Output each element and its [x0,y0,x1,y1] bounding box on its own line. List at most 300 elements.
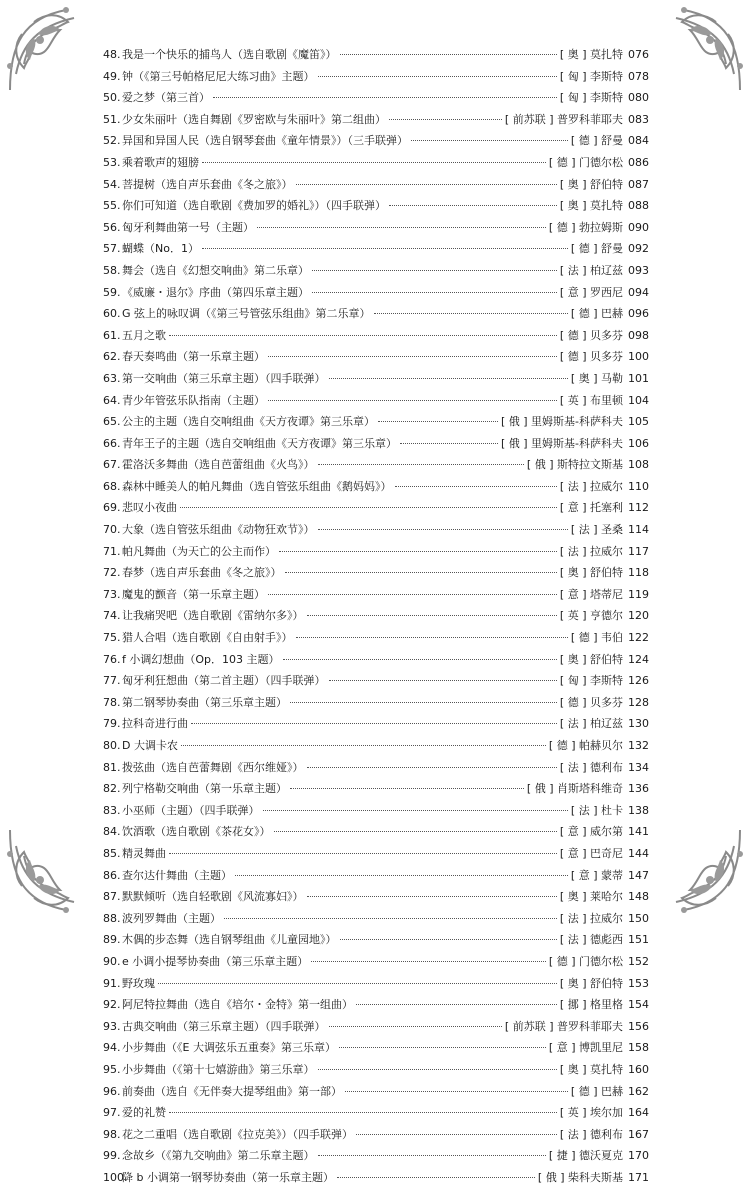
entry-number: 97. [103,1106,121,1120]
entry-title: 拨弦曲（选自芭蕾舞剧《西尔维娅》） [122,760,304,774]
dot-leader [318,1155,546,1156]
toc-entry [103,303,649,325]
toc-entry [103,562,649,584]
entry-page-number: 154 [628,998,649,1012]
entry-title: 前奏曲（选自《无伴奏大提琴组曲》第一部） [122,1084,342,1098]
entry-number: 52. [103,134,121,148]
entry-number: 98. [103,1127,121,1141]
toc-entry [103,66,649,88]
entry-composer: [ 前苏联 ] 普罗科菲耶夫 [504,1019,623,1033]
entry-title: e 小调小提琴协奏曲（第三乐章主题） [122,954,309,968]
entry-title: 爱的礼赞 [122,1106,166,1120]
dot-leader [235,875,568,876]
dot-leader [257,227,546,228]
entry-composer: [ 奥 ] 舒伯特 [559,566,623,580]
entry-title: 爱之梦（第三首） [122,91,210,105]
toc-entry [103,238,649,260]
dot-leader [263,810,568,811]
dot-leader [181,745,546,746]
entry-title: 森林中睡美人的帕凡舞曲（选自管弦乐组曲《鹅妈妈》） [122,479,392,493]
entry-number: 68. [103,479,121,493]
entry-page-number: 084 [628,134,649,148]
entry-title: 钟（《第三号帕格尼尼大练习曲》主题） [122,69,315,83]
entry-title: 悲叹小夜曲 [122,501,177,515]
toc-entry [103,476,649,498]
entry-title: 帕凡舞曲（为天亡的公主而作） [122,544,276,558]
entry-number: 81. [103,760,121,774]
entry-number: 80. [103,739,121,752]
dot-leader [268,356,557,357]
entry-page-number: 108 [628,458,649,472]
entry-number: 91. [103,976,121,990]
dot-leader [337,1177,535,1178]
entry-page-number: 124 [628,652,649,666]
entry-number: 87. [103,890,121,904]
table-of-contents [103,44,649,1188]
toc-entry [103,1167,649,1188]
entry-composer: [ 法 ] 杜卡 [570,803,623,817]
entry-composer: [ 法 ] 德利布 [559,1127,623,1141]
entry-title: 查尔达什舞曲（主题） [122,868,232,882]
entry-number: 65. [103,415,121,429]
entry-number: 93. [103,1019,121,1033]
entry-page-number: 094 [628,285,649,299]
entry-title: 古典交响曲（第三乐章主题）（四手联弹） [122,1019,326,1033]
dot-leader [202,248,568,249]
entry-number: 88. [103,911,121,925]
entry-number: 86. [103,868,121,882]
entry-number: 48. [103,48,121,61]
entry-page-number: 092 [628,242,649,256]
toc-entry [103,908,649,930]
entry-composer: [ 俄 ] 里姆斯基-科萨科夫 [500,436,623,450]
entry-page-number: 150 [628,911,649,925]
dot-leader [283,659,557,660]
entry-number: 76. [103,652,121,666]
entry-composer: [ 俄 ] 里姆斯基-科萨科夫 [500,415,623,429]
entry-number: 94. [103,1041,121,1055]
toc-entry [103,433,649,455]
entry-page-number: 101 [628,371,649,385]
entry-page-number: 090 [628,220,649,234]
entry-page-number: 100 [628,350,649,364]
entry-page-number: 076 [628,48,649,61]
entry-composer: [ 德 ] 贝多芬 [559,328,623,342]
entry-title: 小步舞曲（《E 大调弦乐五重奏》第三乐章） [122,1041,336,1055]
entry-page-number: 148 [628,890,649,904]
entry-composer: [ 法 ] 拉威尔 [559,544,623,558]
entry-composer: [ 意 ] 塔蒂尼 [559,587,623,601]
entry-number: 100. [103,1170,128,1184]
floral-corner-ornament-icon [654,824,746,916]
toc-entry [103,195,649,217]
entry-number: 95. [103,1062,121,1076]
entry-composer: [ 意 ] 托塞利 [559,501,623,515]
entry-page-number: 164 [628,1106,649,1120]
entry-title: 公主的主题（选自交响组曲《天方夜谭》第三乐章） [122,415,375,429]
dot-leader [318,1069,557,1070]
dot-leader [296,184,557,185]
entry-composer: [ 德 ] 门德尔松 [548,954,623,968]
entry-title: 少女朱丽叶（选自舞剧《罗密欧与朱丽叶》第二组曲） [122,112,386,126]
dot-leader [224,918,557,919]
entry-page-number: 080 [628,91,649,105]
dot-leader [279,551,557,552]
toc-entry [103,584,649,606]
floral-corner-ornament-icon [654,4,746,96]
entry-title: 小步舞曲（《第十七嬉游曲》第三乐章） [122,1062,315,1076]
entry-composer: [ 意 ] 罗西尼 [559,285,623,299]
entry-page-number: 132 [628,739,649,752]
entry-page-number: 118 [628,566,649,580]
entry-number: 49. [103,69,121,83]
entry-title: 大象（选自管弦乐组曲《动物狂欢节》） [122,523,315,537]
entry-page-number: 141 [628,825,649,839]
entry-number: 57. [103,242,121,256]
toc-entry [103,1037,649,1059]
toc-entry [103,865,649,887]
dot-leader [307,896,557,897]
toc-entry [103,800,649,822]
toc-entry [103,1102,649,1124]
entry-number: 67. [103,458,121,472]
entry-page-number: 088 [628,199,649,213]
dot-leader [400,443,498,444]
dot-leader [296,637,568,638]
entry-composer: [ 法 ] 拉威尔 [559,911,623,925]
entry-page-number: 114 [628,523,649,537]
dot-leader [268,400,557,401]
entry-composer: [ 德 ] 韦伯 [570,631,623,645]
entry-title: 拉科奇进行曲 [122,717,188,731]
entry-number: 85. [103,846,121,860]
entry-number: 64. [103,393,121,407]
toc-entry [103,713,649,735]
toc-entry [103,951,649,973]
entry-title: 《威廉・退尔》序曲（第四乐章主题） [122,285,309,299]
entry-page-number: 083 [628,112,649,126]
entry-page-number: 147 [628,868,649,882]
entry-title: 匈牙利舞曲第一号（主题） [122,220,254,234]
toc-entry [103,605,649,627]
entry-title: 蝴蝶（No．1） [122,242,199,256]
entry-number: 63. [103,371,121,385]
entry-title: 野玫瑰 [122,976,155,990]
dot-leader [202,162,546,163]
entry-page-number: 096 [628,307,649,321]
toc-entry [103,692,649,714]
entry-composer: [ 匈 ] 李斯特 [559,674,623,688]
toc-entry [103,994,649,1016]
toc-entry [103,390,649,412]
entry-composer: [ 德 ] 勃拉姆斯 [548,220,623,234]
toc-entry [103,929,649,951]
entry-composer: [ 德 ] 贝多芬 [559,695,623,709]
entry-page-number: 167 [628,1127,649,1141]
toc-entry [103,1059,649,1081]
entry-title: D 大调卡农 [122,739,178,752]
entry-composer: [ 意 ] 威尔第 [559,825,623,839]
toc-entry [103,368,649,390]
entry-page-number: 117 [628,544,649,558]
entry-page-number: 120 [628,609,649,623]
dot-leader [169,1112,557,1113]
dot-leader [169,853,557,854]
toc-entry [103,821,649,843]
toc-entry [103,541,649,563]
entry-number: 90. [103,954,121,968]
dot-leader [274,831,557,832]
entry-title: 匈牙利狂想曲（第二首主题）（四手联弹） [122,674,326,688]
entry-number: 58. [103,263,121,277]
entry-composer: [ 英 ] 亨德尔 [559,609,623,623]
entry-number: 50. [103,91,121,105]
dot-leader [290,788,524,789]
entry-page-number: 158 [628,1041,649,1055]
entry-composer: [ 奥 ] 莫扎特 [559,48,623,61]
entry-title: 我是一个快乐的捕鸟人（选自歌剧《魔笛》） [122,48,337,61]
entry-page-number: 151 [628,933,649,947]
dot-leader [389,205,557,206]
entry-composer: [ 奥 ] 马勒 [570,371,623,385]
toc-entry [103,973,649,995]
entry-composer: [ 匈 ] 李斯特 [559,69,623,83]
toc-entry [103,519,649,541]
entry-page-number: 122 [628,631,649,645]
entry-composer: [ 德 ] 帕赫贝尔 [548,739,623,752]
entry-composer: [ 奥 ] 莫扎特 [559,199,623,213]
entry-number: 92. [103,998,121,1012]
dot-leader [311,961,546,962]
entry-composer: [ 德 ] 门德尔松 [548,155,623,169]
entry-title: 青年王子的主题（选自交响组曲《天方夜谭》第三乐章） [122,436,397,450]
entry-composer: [ 前苏联 ] 普罗科菲耶夫 [504,112,623,126]
entry-composer: [ 奥 ] 舒伯特 [559,177,623,191]
toc-entry [103,346,649,368]
entry-composer: [ 德 ] 巴赫 [570,307,623,321]
entry-title: 阿尼特拉舞曲（选自《培尔・金特》第一组曲） [122,998,353,1012]
entry-page-number: 170 [628,1149,649,1163]
entry-title: 菩提树（选自声乐套曲《冬之旅》） [122,177,293,191]
toc-entry [103,1081,649,1103]
entry-page-number: 112 [628,501,649,515]
entry-composer: [ 奥 ] 舒伯特 [559,976,623,990]
toc-entry [103,260,649,282]
entry-number: 60. [103,307,121,321]
entry-title: 乘着歌声的翅膀 [122,155,199,169]
dot-leader [318,529,568,530]
entry-number: 78. [103,695,121,709]
entry-number: 69. [103,501,121,515]
entry-page-number: 110 [628,479,649,493]
entry-number: 62. [103,350,121,364]
dot-leader [191,723,557,724]
dot-leader [290,702,557,703]
entry-page-number: 105 [628,415,649,429]
entry-number: 70. [103,523,121,537]
entry-composer: [ 德 ] 舒曼 [570,242,623,256]
entry-number: 82. [103,782,121,796]
dot-leader [180,507,557,508]
entry-number: 73. [103,587,121,601]
entry-title: 波列罗舞曲（主题） [122,911,221,925]
entry-title: 列宁格勒交响曲（第一乐章主题） [122,782,287,796]
toc-entry [103,152,649,174]
entry-number: 55. [103,199,121,213]
entry-page-number: 098 [628,328,649,342]
entry-composer: [ 意 ] 博凯里尼 [548,1041,623,1055]
dot-leader [268,594,557,595]
entry-composer: [ 俄 ] 肖斯塔科维奇 [526,782,623,796]
toc-entry [103,44,649,66]
entry-composer: [ 英 ] 埃尔加 [559,1106,623,1120]
entry-title: 舞会（选自《幻想交响曲》第二乐章） [122,263,309,277]
entry-composer: [ 法 ] 柏辽兹 [559,263,623,277]
entry-title: 念故乡（《第九交响曲》第二乐章主题） [122,1149,315,1163]
entry-composer: [ 意 ] 巴奇尼 [559,846,623,860]
entry-page-number: 104 [628,393,649,407]
entry-title: 你们可知道（选自歌剧《费加罗的婚礼》）（四手联弹） [122,199,386,213]
entry-number: 66. [103,436,121,450]
entry-page-number: 087 [628,177,649,191]
entry-page-number: 136 [628,782,649,796]
entry-page-number: 134 [628,760,649,774]
entry-page-number: 171 [628,1170,649,1184]
entry-page-number: 078 [628,69,649,83]
dot-leader [339,1047,546,1048]
entry-title: G 弦上的咏叹调（《第三号管弦乐组曲》第二乐章） [122,307,371,321]
dot-leader [395,486,557,487]
entry-number: 71. [103,544,121,558]
dot-leader [307,615,557,616]
dot-leader [345,1091,568,1092]
entry-number: 99. [103,1149,121,1163]
entry-composer: [ 匈 ] 李斯特 [559,91,623,105]
entry-composer: [ 奥 ] 莱哈尔 [559,890,623,904]
toc-entry [103,174,649,196]
entry-number: 96. [103,1084,121,1098]
entry-page-number: 144 [628,846,649,860]
entry-composer: [ 捷 ] 德沃夏克 [548,1149,623,1163]
entry-composer: [ 法 ] 圣桑 [570,523,623,537]
toc-entry [103,282,649,304]
entry-composer: [ 德 ] 巴赫 [570,1084,623,1098]
entry-composer: [ 法 ] 拉威尔 [559,479,623,493]
entry-composer: [ 法 ] 德彪西 [559,933,623,947]
entry-title: 魔鬼的颤音（第一乐章主题） [122,587,265,601]
toc-entry [103,778,649,800]
entry-page-number: 156 [628,1019,649,1033]
dot-leader [356,1004,557,1005]
entry-page-number: 152 [628,954,649,968]
entry-number: 74. [103,609,121,623]
entry-number: 53. [103,155,121,169]
entry-page-number: 093 [628,263,649,277]
dot-leader [329,1026,502,1027]
entry-page-number: 128 [628,695,649,709]
dot-leader [329,680,557,681]
entry-composer: [ 德 ] 舒曼 [570,134,623,148]
entry-title: 木偶的步态舞（选自钢琴组曲《儿童园地》） [122,933,337,947]
dot-leader [318,76,557,77]
entry-composer: [ 法 ] 德利布 [559,760,623,774]
dot-leader [312,292,557,293]
toc-entry [103,1145,649,1167]
toc-entry [103,1124,649,1146]
entry-number: 61. [103,328,121,342]
toc-entry [103,627,649,649]
dot-leader [378,421,498,422]
entry-title: 默默倾听（选自轻歌剧《风流寡妇》） [122,890,304,904]
entry-composer: [ 法 ] 柏辽兹 [559,717,623,731]
entry-title: 春梦（选自声乐套曲《冬之旅》） [122,566,282,580]
dot-leader [318,464,524,465]
dot-leader [389,119,502,120]
dot-leader [340,54,557,55]
entry-composer: [ 意 ] 蒙蒂 [570,868,623,882]
dot-leader [312,270,557,271]
entry-title: 让我痛哭吧（选自歌剧《雷纳尔多》） [122,609,304,623]
entry-page-number: 160 [628,1062,649,1076]
entry-page-number: 138 [628,803,649,817]
dot-leader [213,97,557,98]
dot-leader [169,335,557,336]
toc-entry [103,87,649,109]
entry-number: 56. [103,220,121,234]
entry-number: 51. [103,112,121,126]
entry-title: 降 b 小调第一钢琴协奏曲（第一乐章主题） [122,1170,334,1184]
toc-entry [103,411,649,433]
toc-entry [103,130,649,152]
entry-page-number: 153 [628,976,649,990]
toc-entry [103,325,649,347]
entry-number: 54. [103,177,121,191]
dot-leader [285,572,557,573]
entry-title: 青少年管弦乐队指南（主题） [122,393,265,407]
floral-corner-ornament-icon [4,824,96,916]
entry-composer: [ 英 ] 布里顿 [559,393,623,407]
entry-number: 75. [103,631,121,645]
entry-composer: [ 奥 ] 舒伯特 [559,652,623,666]
toc-entry [103,497,649,519]
entry-title: 霍洛沃多舞曲（选自芭蕾组曲《火鸟》） [122,458,315,472]
toc-entry [103,454,649,476]
entry-composer: [ 俄 ] 柴科夫斯基 [537,1170,623,1184]
entry-title: f 小调幻想曲（Op．103 主题） [122,652,280,666]
entry-number: 77. [103,674,121,688]
entry-title: 五月之歌 [122,328,166,342]
dot-leader [356,1134,557,1135]
toc-entry [103,735,649,757]
toc-entry [103,109,649,131]
entry-number: 59. [103,285,121,299]
entry-composer: [ 奥 ] 莫扎特 [559,1062,623,1076]
entry-title: 饮酒歌（选自歌剧《茶花女》） [122,825,271,839]
entry-title: 花之二重唱（选自歌剧《拉克美》）（四手联弹） [122,1127,353,1141]
dot-leader [307,767,557,768]
entry-title: 异国和异国人民（选自钢琴套曲《童年情景》）（三手联弹） [122,134,408,148]
toc-entry [103,217,649,239]
entry-composer: [ 德 ] 贝多芬 [559,350,623,364]
toc-entry [103,886,649,908]
entry-title: 小巫师（主题）（四手联弹） [122,803,260,817]
entry-number: 83. [103,803,121,817]
entry-page-number: 119 [628,587,649,601]
entry-composer: [ 挪 ] 格里格 [559,998,623,1012]
entry-title: 春天奏鸣曲（第一乐章主题） [122,350,265,364]
dot-leader [158,983,557,984]
dot-leader [329,378,568,379]
